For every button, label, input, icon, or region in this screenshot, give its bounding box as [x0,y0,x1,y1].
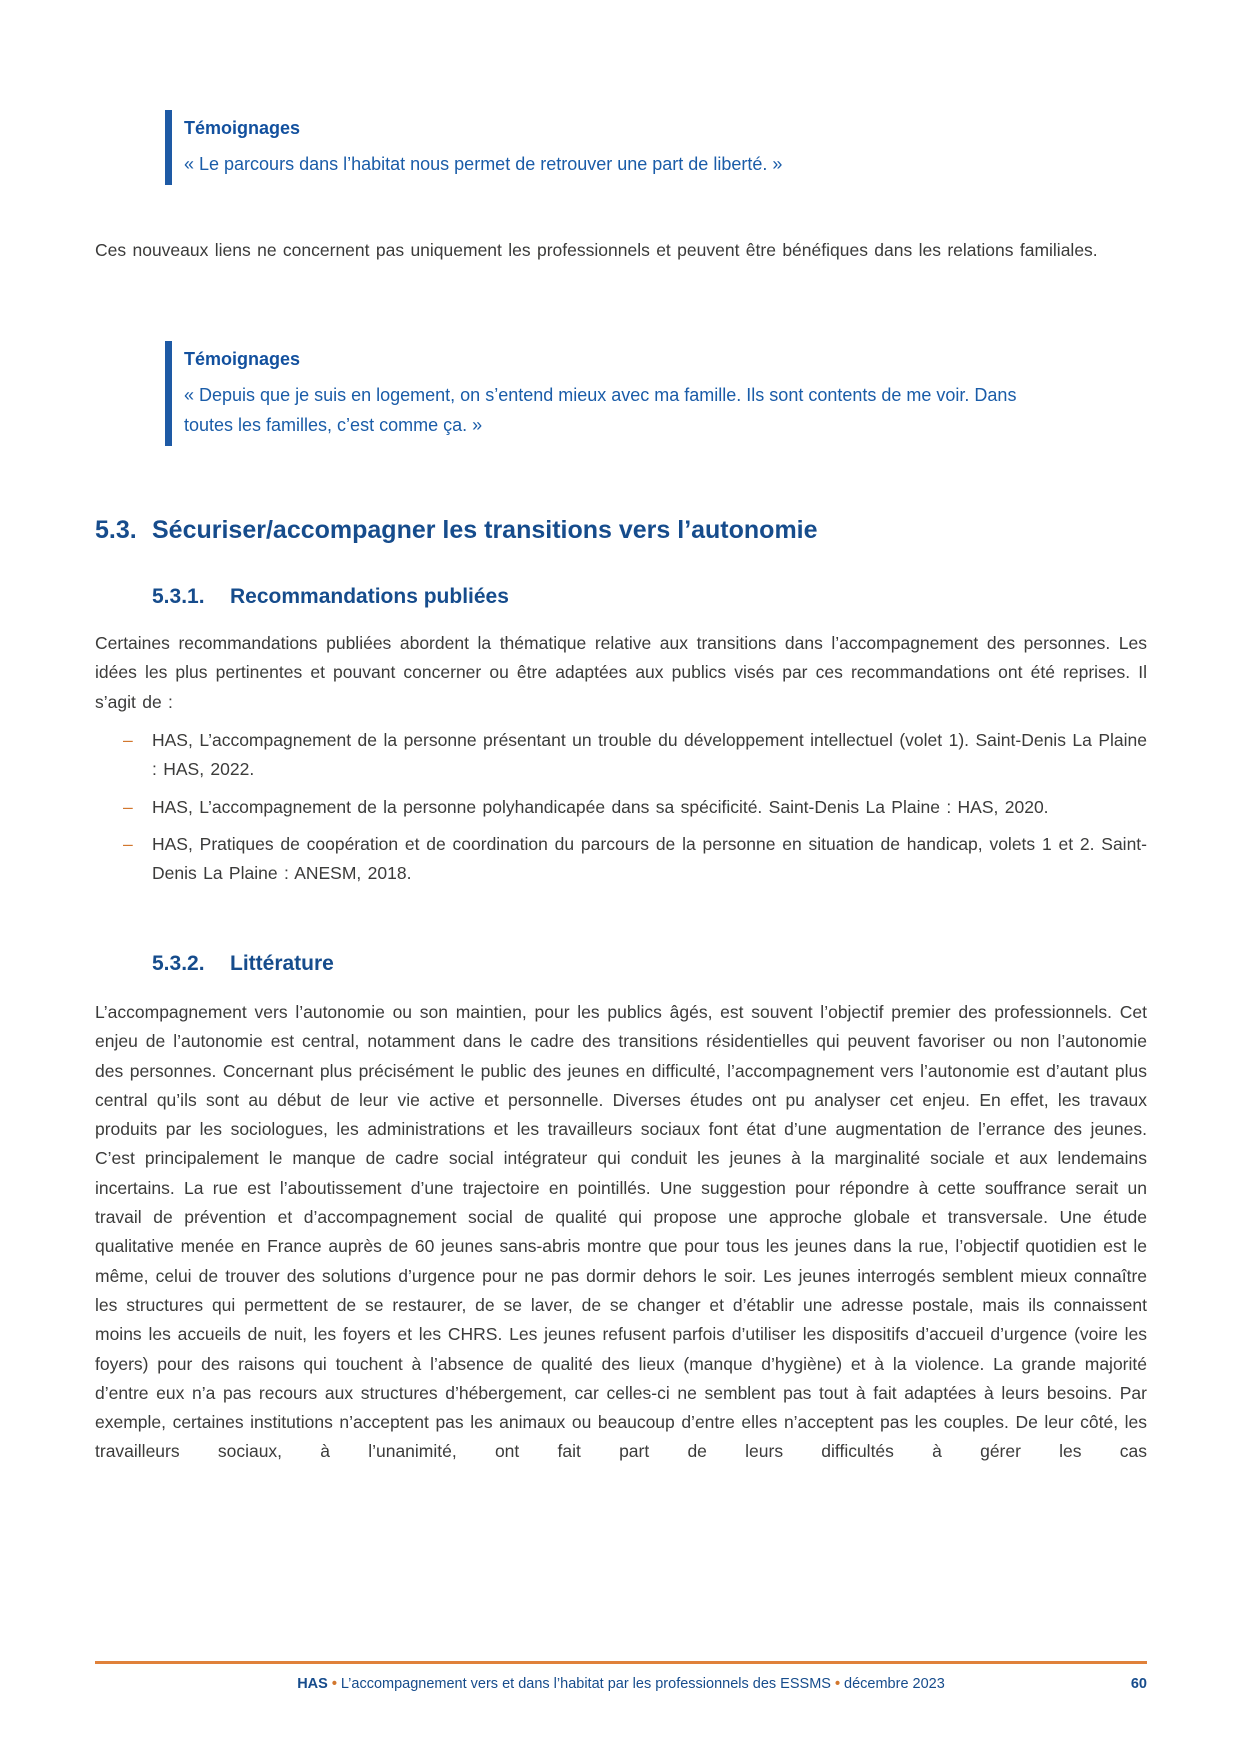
testimonial-quote: « Le parcours dans l’habitat nous permet de retrouver une part de liberté. » [184,154,783,174]
subsection-heading [152,583,1152,610]
testimonial-block [165,110,1025,185]
testimonial-quote: « Depuis que je suis en logement, on s’entend mieux avec ma famille. Ils sont contents de me voir. Dans toutes les familles, c’est comme ça. » [184,385,1017,435]
testimonial-block [165,341,1025,446]
subsection-title: Recommandations publiées [230,585,509,608]
footer-separator: • [331,1676,337,1692]
footer-org: HAS [297,1676,328,1692]
testimonial-content [172,341,1025,446]
list-item [95,830,1147,889]
section-heading [95,514,1175,546]
footer-text [95,1675,1147,1693]
reference-list [95,726,1147,896]
page-number: 60 [1130,1676,1147,1692]
subsection-title: Littérature [230,952,334,975]
page-footer [95,1661,1147,1693]
testimonial-title: Témoignages [184,118,301,138]
list-item-text: HAS, Pratiques de coopération et de coordination du parcours de la personne en situation de handicap, volets 1 et 2. Saint-Denis La Plaine : ANESM, 2018. [152,833,1147,884]
testimonial-content [172,110,782,185]
dash-bullet-icon: – [123,796,133,817]
dash-bullet-icon: – [123,833,133,854]
footer-title: L’accompagnement vers et dans l’habitat par les professionnels des ESSMS [340,1676,831,1692]
testimonial-left-bar [165,110,172,185]
list-item-text: HAS, L’accompagnement de la personne polyhandicapée dans sa spécificité. Saint-Denis La Plaine : HAS, 2020. [152,796,1049,817]
subsection-number: 5.3.1. [152,585,205,608]
body-paragraph-litterature: L’accompagnement vers l’autonomie ou son maintien, pour les publics âgés, est souvent l’objectif premier des professionnels. Cet enjeu de l’autonomie est central, notamment dans le cadre des transitions résidentielles qui peuvent favoriser ou non l’autonomie des personnes. Concernant plus précisément le public des jeunes en difficulté, l’accompagnement vers l’autonomie est d’autant plus central qu’ils sont au début de leur vie active et personnelle. Diverses études ont pu analyser cet enjeu. En effet, les travaux produits par les sociologues, les administrations et les travailleurs sociaux font état d’une augmentation de l’errance des jeunes. C’est principalement le manque de cadre social intégrateur qui conduit les jeunes à la marginalité sociale et aux lendemains incertains. La rue est l’aboutissement d’une trajectoire en pointillés. Une suggestion pour répondre à cette souffrance serait un travail de prévention et d’accompagnement social de qualité qui propose une approche globale et transversale. Une étude qualitative menée en France auprès de 60 jeunes sans-abris montre que pour tous les jeunes dans la rue, l’objectif quotidien est le même, celui de trouver des solutions d’urgence pour ne pas dormir dehors le soir. Les jeunes interrogés semblent mieux connaître les structures qui permettent de se restaurer, de se laver, de se changer et d’établir une adresse postale, mais ils connaissent moins les accueils de nuit, les foyers et les CHRS. Les jeunes refusent parfois d’utiliser les dispositifs d’accueil d’urgence (voire les foyers) pour des raisons qui touchent à l’absence de qualité des lieux (manque d’hygiène) et à la violence. La grande majorité d’entre eux n’a pas recours aux structures d’hébergement, car celles-ci ne semblent pas tout à fait adaptées à leurs besoins. Par exemple, certaines institutions n’acceptent pas les animaux ou beaucoup d’entre elles n’acceptent pas les couples. De leur côté, les travailleurs sociaux, à l’unanimité, ont fait part de leurs difficultés à gérer les cas [95,1002,1147,1462]
testimonial-left-bar [165,341,172,446]
body-paragraph-intro: Ces nouveaux liens ne concernent pas uniquement les professionnels et peuvent être bénéfiques dans les relations familiales. [95,240,1098,260]
list-item [95,793,1147,822]
section-title: Sécuriser/accompagner les transitions vers l’autonomie [152,516,818,544]
dash-bullet-icon: – [123,730,133,750]
section-number: 5.3. [95,516,137,544]
subsection-number: 5.3.2. [152,952,205,975]
list-item [95,726,1147,785]
subsection-heading [152,950,1152,977]
testimonial-title: Témoignages [184,349,301,369]
list-item-text: HAS, L’accompagnement de la personne présentant un trouble du développement intellectuel (volet 1). Saint-Denis La Plaine : HAS, 2022. [152,730,1147,780]
body-paragraph-recommandations: Certaines recommandations publiées abordent la thématique relative aux transitions dans l’accompagnement des personnes. Les idées les plus pertinentes et pouvant concerner ou être adaptées aux publics visés par ces recommandations ont été reprises. Il s’agit de : [95,633,1147,712]
footer-separator: • [834,1676,841,1692]
footer-date: décembre 2023 [844,1676,945,1692]
footer-rule [95,1661,1147,1664]
